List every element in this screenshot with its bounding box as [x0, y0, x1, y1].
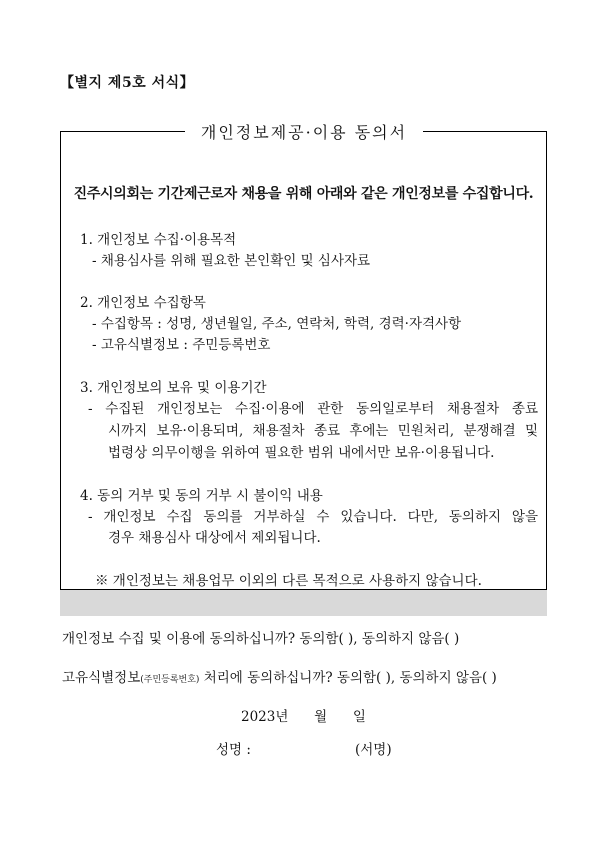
section-1-line-1: - 채용심사를 위해 필요한 본인확인 및 심사자료: [92, 253, 371, 269]
divider-band: [60, 590, 547, 616]
section-3-line-1: - 수집된 개인정보는 수집·이용에 관한 동의일로부터 채용절차 종료: [88, 401, 538, 417]
section-2-line-1: - 수집항목 : 성명, 생년월일, 주소, 연락처, 학력, 경력·자격사항: [92, 316, 462, 332]
section-4-line-1: - 개인정보 수집 동의를 거부하실 수 있습니다. 다만, 동의하지 않을: [88, 509, 538, 525]
section-2-heading: 2. 개인정보 수집항목: [80, 295, 206, 311]
form-number-label: 【별지 제5호 서식】: [60, 75, 195, 91]
document-title: 개인정보제공·이용 동의서: [200, 123, 408, 142]
collection-notice: 진주시의회는 기간제근로자 채용을 위해 아래와 같은 개인정보를 수집합니다.: [73, 186, 534, 202]
consent-question-personal-info[interactable]: 개인정보 수집 및 이용에 동의하십니까? 동의함( ), 동의하지 않음( ): [62, 631, 460, 647]
section-3-line-3: 법령상 의무이행을 위하여 필요한 범위 내에서만 보유·이용됩니다.: [108, 445, 495, 461]
section-1-heading: 1. 개인정보 수집·이용목적: [80, 232, 237, 248]
section-3-line-2: 시까지 보유·이용되며, 채용절차 종료 후에는 민원처리, 분쟁해결 및: [108, 423, 538, 439]
section-2-line-2: - 고유식별정보 : 주민등록번호: [92, 337, 271, 353]
section-4-line-2: 경우 채용심사 대상에서 제외됩니다.: [108, 530, 321, 546]
signature-mark[interactable]: (서명): [355, 742, 392, 758]
section-3-heading: 3. 개인정보의 보유 및 이용기간: [80, 380, 267, 396]
consent2-small-note: (주민등록번호): [140, 675, 200, 685]
signature-label: 성명 :: [216, 742, 251, 758]
date-line: 2023년 월 일: [241, 709, 366, 725]
consent2-prefix: 고유식별정보: [62, 670, 141, 686]
consent2-suffix: 처리에 동의하십니까? 동의함( ), 동의하지 않음( ): [199, 670, 497, 686]
usage-footnote: ※ 개인정보는 채용업무 이외의 다른 목적으로 사용하지 않습니다.: [95, 573, 482, 589]
section-4-heading: 4. 동의 거부 및 동의 거부 시 불이익 내용: [80, 488, 323, 504]
consent-question-unique-id[interactable]: [62, 666, 497, 686]
